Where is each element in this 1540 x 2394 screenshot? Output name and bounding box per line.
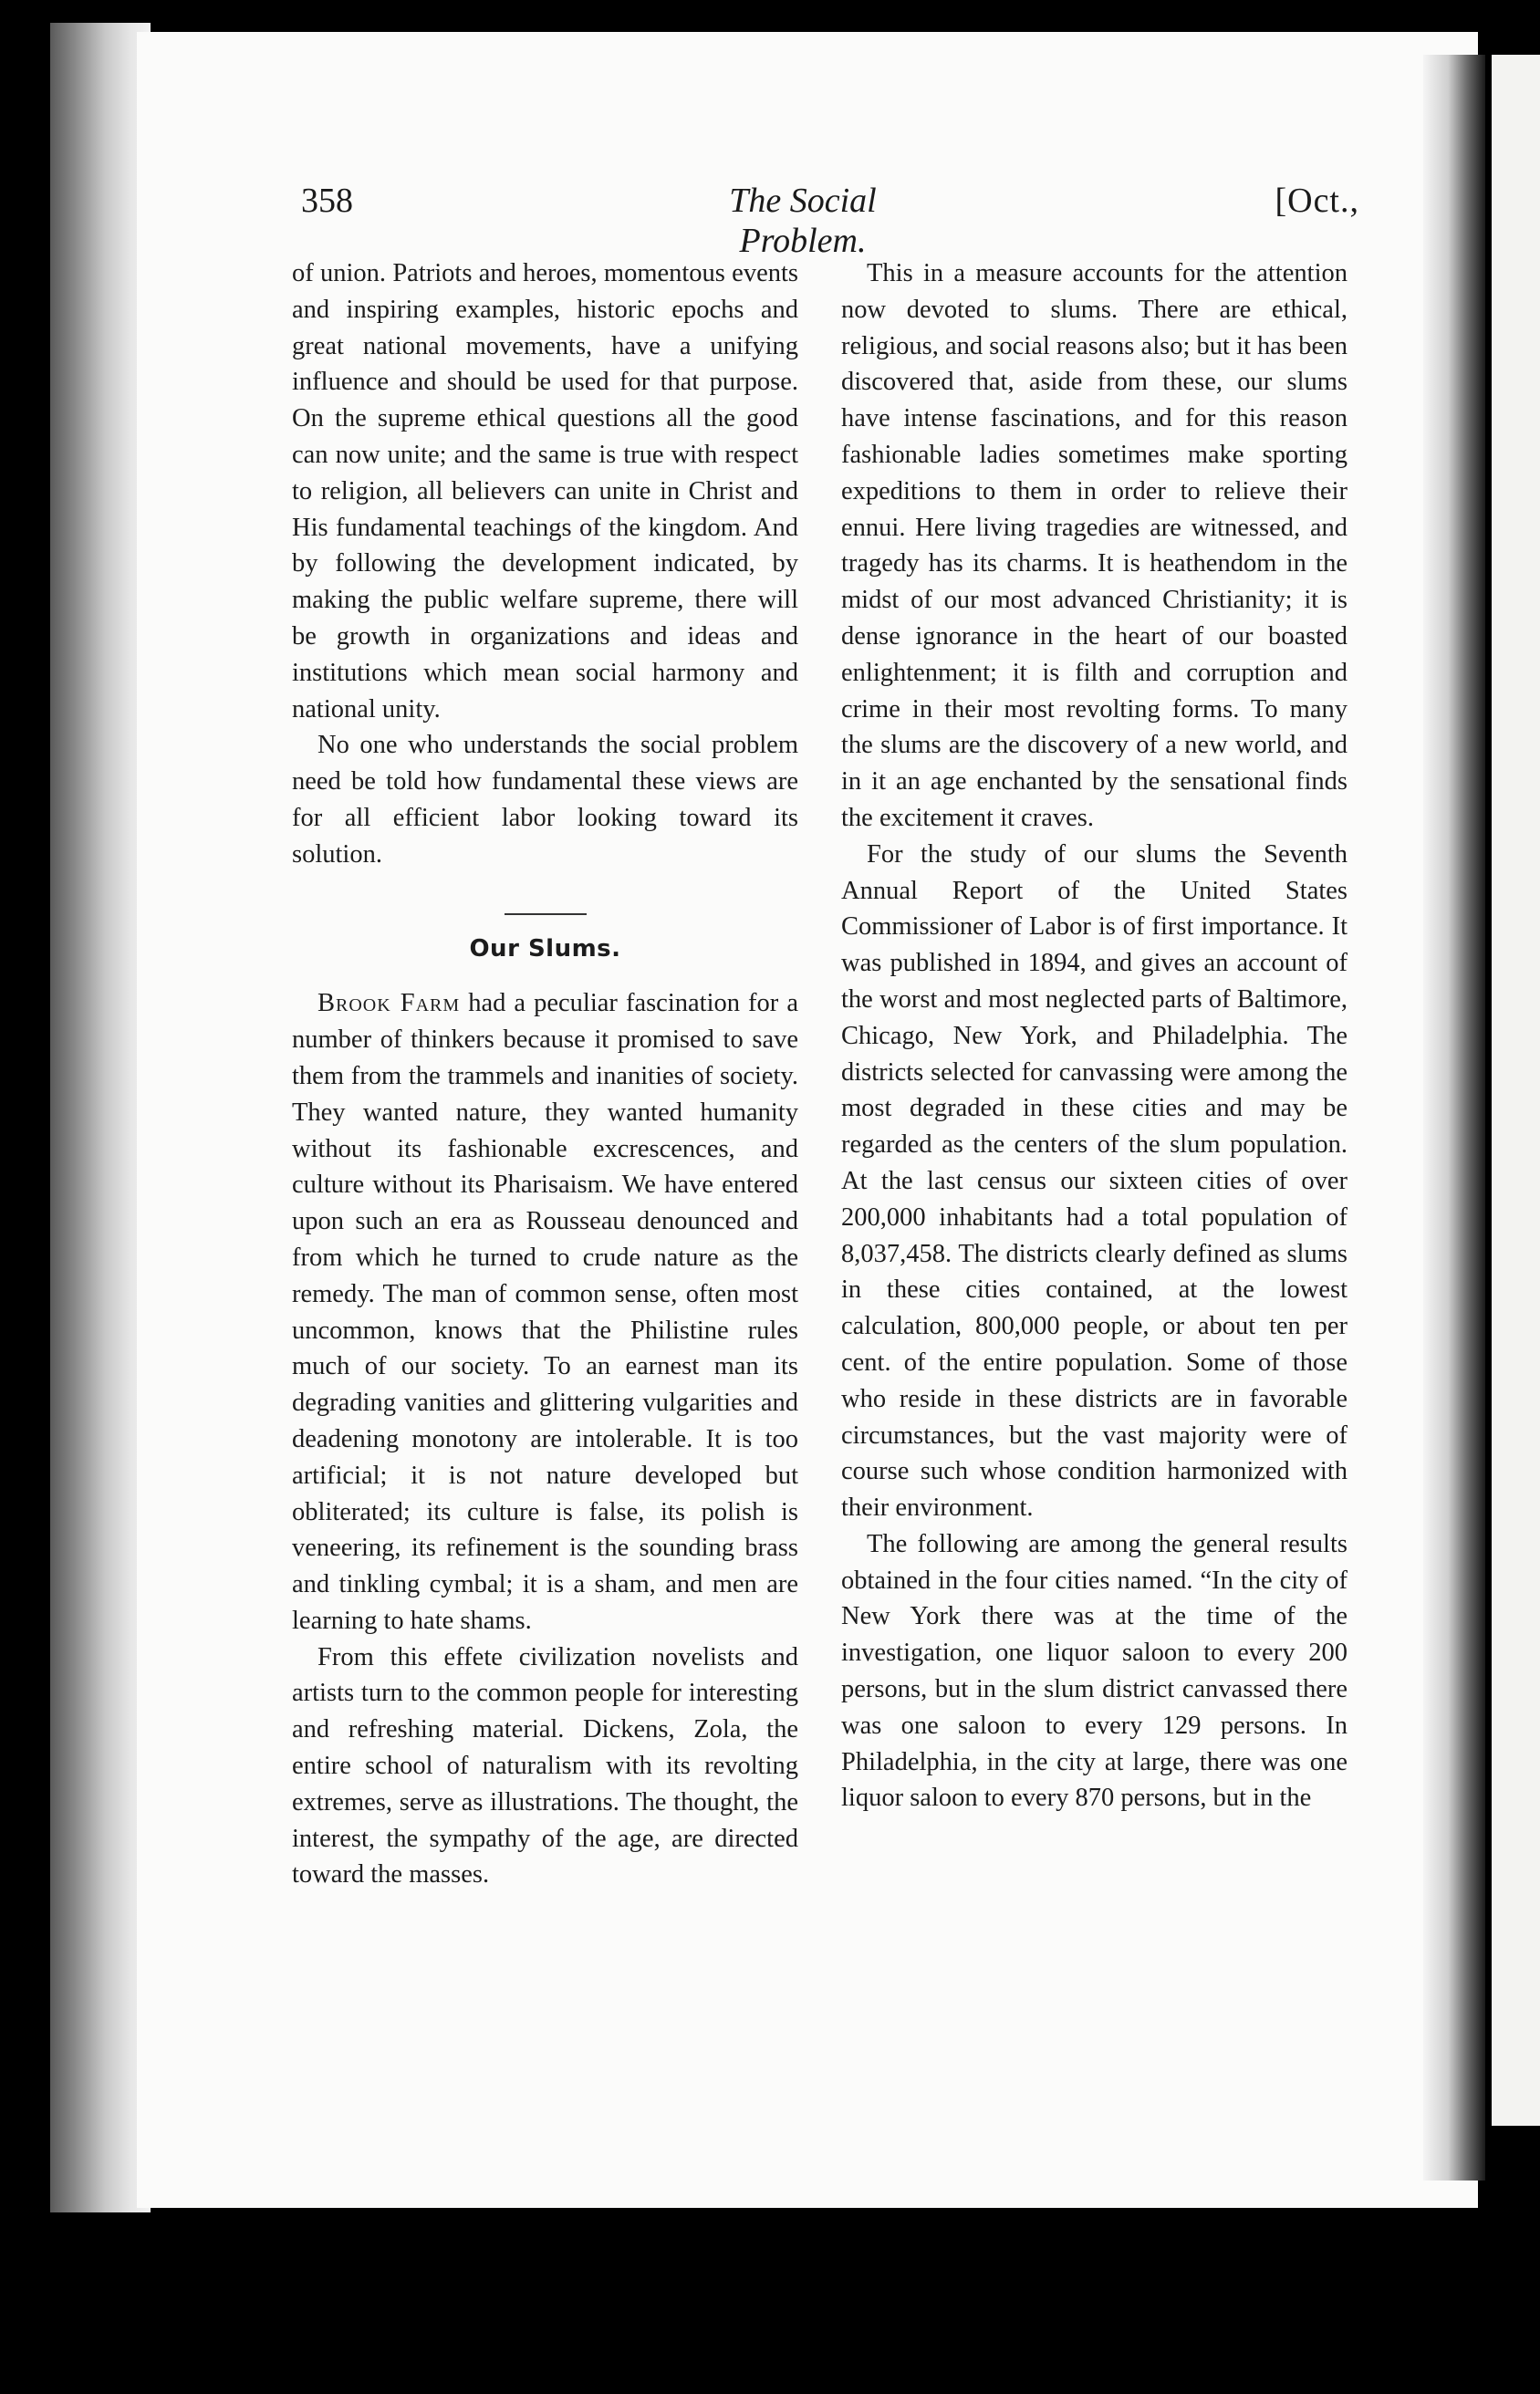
paragraph-union: of union. Patriots and heroes, momentous events and inspiring examples, historic epochs and great national movements, have a unifying influence and should be used for that purpose. On the supreme ethical questions all the good can now unite; and the same is true with respect to religion, all believers can unite in Christ and His fundamental teachings of the kingdom. And by following the development indicated, by making the public welfare supreme, there will be growth in organizations and ideas and institutions which mean social harmony and national unity. (292, 259, 798, 723)
spine-shadow (1423, 55, 1485, 2181)
facing-page-edge (1492, 55, 1540, 2126)
paragraph-social-problem: No one who understands the social problem need be told how fundamental these views are for all efficient labor looking toward its solution. (292, 731, 798, 869)
right-column (841, 255, 1348, 1816)
left-column (292, 255, 798, 1893)
paragraph-effete-civilization: From this effete civilization novelists and artists turn to the common people for interesting and refreshing material. Dickens, Zola, the entire school of naturalism with its revolting extremes, serve as illustrations. The thought, the interest, the sympathy of the age, are directed toward the masses. (292, 1642, 798, 1889)
page-number: 358 (301, 182, 353, 220)
paragraph-attention-slums: This in a measure accounts for the attention now devoted to slums. There are ethical, religious, and social reasons also; but it has been discovered that, aside from these, our slums have intense fascinations, and for this reason fashionable ladies sometimes make sporting expeditions to them in order to relieve their ennui. Here living tragedies are witnessed, and tragedy has its charms. It is heathendom in the midst of our most advanced Christianity; it is dense ignorance in the heart of our boasted enlightenment; it is filth and corruption and crime in their most revolting forms. To many the slums are the discovery of a new world, and in it an age enchanted by the sensational finds the excitement it craves. (841, 259, 1348, 832)
paragraph-brook-farm (292, 985, 798, 1639)
running-date: [Oct., (1275, 182, 1359, 220)
paragraph-brook-farm-text: had a peculiar fascination for a number of thinkers because it promised to save them from the trammels and inanities of society. They wanted nature, they wanted humanity without its fashionable excrescences, and culture without its Pharisaism. We have entered upon such an era as Rousseau denounced and from which he turned to crude nature as the remedy. The man of common sense, often most uncommon, knows that the Philistine rules much of our society. To an earnest man its degrading vanities and glittering vulgarities and deadening monotony are intolerable. It is too artificial; it is not nature developed but obliterated; its culture is false, its polish is veneering, its refinement is the sounding brass and tinkling cymbal; it is a sham, and men are learning to hate shams. (292, 989, 798, 1635)
lead-words: Brook Farm (317, 989, 461, 1018)
section-title: Our Slums. (469, 934, 621, 963)
running-title: The Social Problem. (729, 182, 877, 260)
paragraph-labor-report: For the study of our slums the Seventh Annual Report of the United States Commissioner of Labor is of first importance. It was published in 1894, and gives an account of the worst and most neglected parts of Baltimore, Chicago, New York, and Philadelphia. The districts selected for canvassing were among the most degraded in these cities and may be regarded as the centers of the slum population. At the last census our sixteen cities of over 200,000 inhabitants had a total population of 8,037,458. The districts clearly defined as slums in these cities contained, at the lowest calculation, 800,000 people, or about ten per cent. of the entire population. Some of those who reside in these districts are in favorable circumstances, but the vast majority were of course such whose condition harmonized with their environment. (841, 839, 1348, 1523)
section-divider (505, 913, 587, 915)
paragraph-general-results: The following are among the general results obtained in the four cities named. “In the city of New York there was at the time of the investigation, one liquor saloon to every 200 persons, but in the slum district canvassed there was one saloon to every 129 persons. In Philadelphia, in the city at large, there was one liquor saloon to every 870 persons, but in the (841, 1529, 1348, 1813)
running-header (301, 181, 1359, 260)
page-edge (50, 23, 151, 2212)
